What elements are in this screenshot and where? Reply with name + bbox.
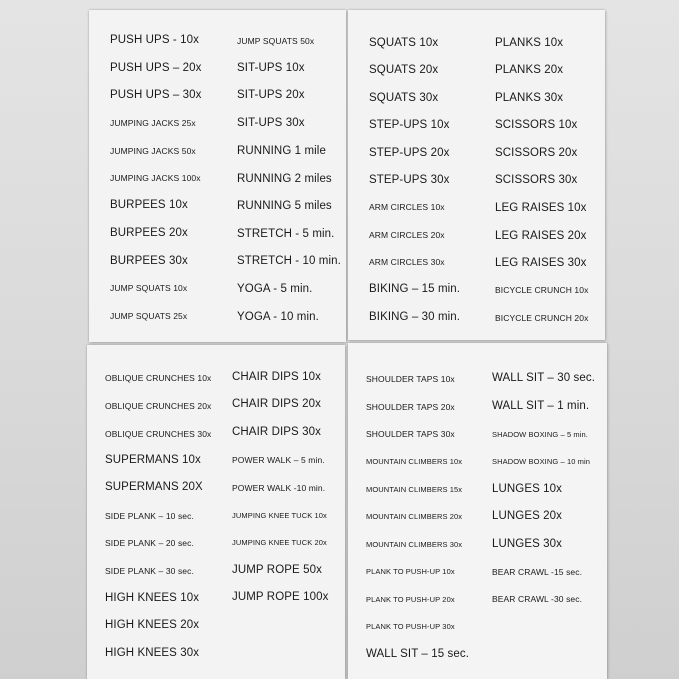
- label: WALL SIT – 1 min.: [492, 400, 590, 412]
- label: HIGH KNEES 10x: [105, 592, 200, 604]
- label: PUSH UPS - 10x: [110, 34, 199, 46]
- label: LEG RAISES 20x: [495, 230, 587, 242]
- label: SUPERMANS 10x: [105, 454, 201, 466]
- label: POWER WALK – 5 min.: [232, 455, 325, 465]
- label: HIGH KNEES 20x: [105, 619, 200, 631]
- label: PLANK TO PUSH-UP 10x: [366, 567, 455, 576]
- label: JUMPING KNEE TUCK 10x: [232, 511, 327, 520]
- label: MOUNTAIN CLIMBERS 15x: [366, 485, 463, 494]
- label: BURPEES 30x: [110, 255, 188, 267]
- label: STRETCH - 5 min.: [237, 228, 335, 240]
- label: MOUNTAIN CLIMBERS 30x: [366, 540, 463, 549]
- label: BICYCLE CRUNCH 20x: [495, 313, 589, 323]
- label: JUMP SQUATS 50x: [237, 36, 315, 46]
- label: SCISSORS 20x: [495, 147, 578, 159]
- label: ARM CIRCLES 10x: [369, 202, 445, 212]
- label: LEG RAISES 30x: [495, 257, 587, 269]
- label: BICYCLE CRUNCH 10x: [495, 285, 589, 295]
- label: PLANKS 30x: [495, 92, 564, 104]
- label: BEAR CRAWL -15 sec.: [492, 567, 583, 577]
- label: PLANKS 20x: [495, 64, 564, 76]
- label: JUMPING JACKS 50x: [110, 146, 196, 156]
- label: RUNNING 5 miles: [237, 200, 332, 212]
- label: PUSH UPS – 30x: [110, 89, 202, 101]
- label: PLANK TO PUSH-UP 20x: [366, 595, 455, 604]
- label: MOUNTAIN CLIMBERS 10x: [366, 457, 463, 466]
- label: SIT-UPS 20x: [237, 89, 305, 101]
- label: PLANK TO PUSH-UP 30x: [366, 622, 455, 631]
- label: OBLIQUE CRUNCHES 30x: [105, 429, 212, 439]
- sheet-top-right: [348, 10, 605, 340]
- label: STRETCH - 10 min.: [237, 255, 341, 267]
- label: YOGA - 5 min.: [237, 283, 313, 295]
- sheet-bottom-left: [87, 345, 345, 679]
- label: SHOULDER TAPS 10x: [366, 374, 455, 384]
- label: STEP-UPS 10x: [369, 119, 450, 131]
- label: LUNGES 30x: [492, 538, 563, 550]
- label: LEG RAISES 10x: [495, 202, 587, 214]
- label: LUNGES 20x: [492, 510, 563, 522]
- label: OBLIQUE CRUNCHES 10x: [105, 373, 212, 383]
- label: SQUATS 10x: [369, 37, 439, 49]
- label: JUMP SQUATS 25x: [110, 311, 188, 321]
- label: BIKING – 15 min.: [369, 283, 461, 295]
- label: HIGH KNEES 30x: [105, 647, 200, 659]
- label: JUMP ROPE 50x: [232, 564, 322, 576]
- label: SHADOW BOXING – 10 min: [492, 457, 591, 466]
- label: SIT-UPS 10x: [237, 62, 305, 74]
- label: SIDE PLANK – 30 sec.: [105, 566, 194, 576]
- label: SHOULDER TAPS 20x: [366, 402, 455, 412]
- label: PLANKS 10x: [495, 37, 564, 49]
- label: SCISSORS 10x: [495, 119, 578, 131]
- label: JUMP SQUATS 10x: [110, 283, 188, 293]
- label: BURPEES 10x: [110, 199, 188, 211]
- label: BEAR CRAWL -30 sec.: [492, 594, 583, 604]
- label: SHOULDER TAPS 30x: [366, 429, 455, 439]
- label: POWER WALK -10 min.: [232, 483, 326, 493]
- label: CHAIR DIPS 10x: [232, 371, 321, 383]
- label: SIT-UPS 30x: [237, 117, 305, 129]
- label: YOGA - 10 min.: [237, 311, 319, 323]
- label: JUMPING KNEE TUCK 20x: [232, 538, 327, 547]
- label: SCISSORS 30x: [495, 174, 578, 186]
- label: RUNNING 2 miles: [237, 173, 332, 185]
- label: BURPEES 20x: [110, 227, 188, 239]
- label: SQUATS 30x: [369, 92, 439, 104]
- label: MOUNTAIN CLIMBERS 20x: [366, 512, 463, 521]
- label: WALL SIT – 30 sec.: [492, 372, 596, 384]
- sheet-bottom-right: [348, 343, 607, 679]
- sheet-top-left: [89, 10, 346, 342]
- label: CHAIR DIPS 30x: [232, 426, 321, 438]
- label: CHAIR DIPS 20x: [232, 398, 321, 410]
- label: RUNNING 1 mile: [237, 145, 326, 157]
- label: JUMPING JACKS 100x: [110, 173, 201, 183]
- label: STEP-UPS 20x: [369, 147, 450, 159]
- label: WALL SIT – 15 sec.: [366, 648, 470, 660]
- label: SIDE PLANK – 10 sec.: [105, 511, 194, 521]
- label: SUPERMANS 20X: [105, 481, 203, 493]
- label: OBLIQUE CRUNCHES 20x: [105, 401, 212, 411]
- label: SQUATS 20x: [369, 64, 439, 76]
- label: ARM CIRCLES 20x: [369, 230, 445, 240]
- label: BIKING – 30 min.: [369, 311, 461, 323]
- label: JUMPING JACKS 25x: [110, 118, 196, 128]
- label: JUMP ROPE 100x: [232, 591, 329, 603]
- label: STEP-UPS 30x: [369, 174, 450, 186]
- label: SHADOW BOXING – 5 min.: [492, 430, 588, 439]
- label: SIDE PLANK – 20 sec.: [105, 538, 194, 548]
- label: PUSH UPS – 20x: [110, 62, 202, 74]
- label: ARM CIRCLES 30x: [369, 257, 445, 267]
- label: LUNGES 10x: [492, 483, 563, 495]
